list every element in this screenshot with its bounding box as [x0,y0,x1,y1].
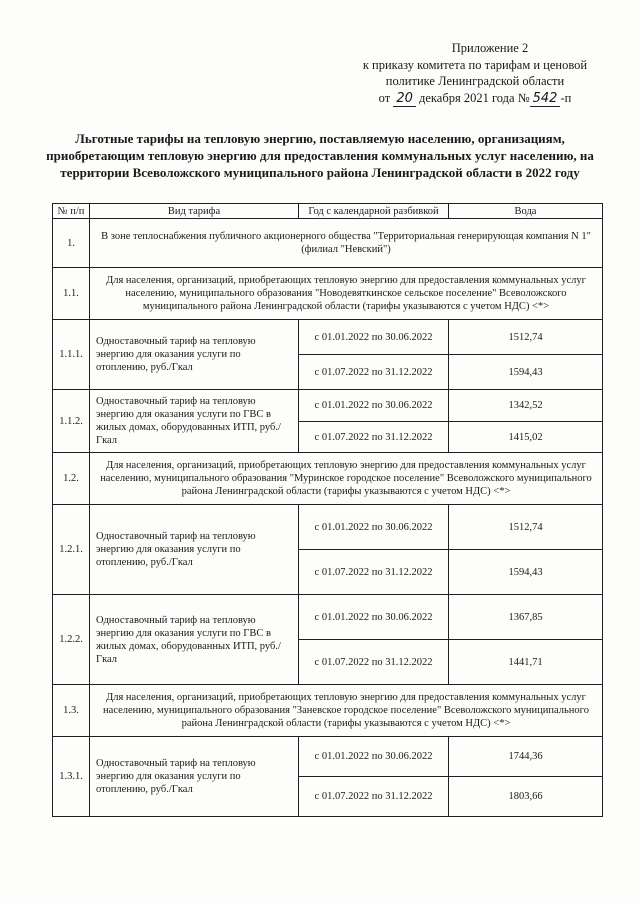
tariff-period: с 01.01.2022 по 30.06.2022 [299,320,449,355]
section-description: В зоне теплоснабжения публичного акционерного общества "Территориальная генерирующая компания N 1" (филиал "Невский") [90,219,603,268]
tariff-period: с 01.07.2022 по 31.12.2022 [299,355,449,390]
tariff-value: 1744,36 [449,737,603,777]
section-row [53,453,603,505]
tariff-value: 1415,02 [449,422,603,453]
order-number-handwritten: 542 [530,91,561,107]
row-number: 1.2.1. [53,505,90,595]
tariff-row [53,737,603,777]
row-number: 1.1. [53,268,90,320]
appendix-header [330,40,620,107]
date-day-handwritten: 20 [393,91,416,107]
order-suffix: -п [560,90,572,105]
section-row [53,268,603,320]
table-header-row [53,204,603,219]
tariff-description: Одноставочный тариф на тепловую энергию для оказания услуги по отоплению, руб./Гкал [90,505,299,595]
section-description: Для населения, организаций, приобретающих тепловую энергию для предоставления коммунальных услуг населению, муниципального образования "Новодевяткинское сельское поселение" Всеволожского муниципального района Ленинградской области (тарифы указываются с учетом НДС) <*> [90,268,603,320]
tariff-period: с 01.01.2022 по 30.06.2022 [299,737,449,777]
section-description: Для населения, организаций, приобретающих тепловую энергию для предоставления коммунальных услуг населению, муниципального образования "Муринское городское поселение" Всеволожского муниципального района Ленинградской области (тарифы указываются с учетом НДС) <*> [90,453,603,505]
tariff-period: с 01.01.2022 по 30.06.2022 [299,505,449,550]
tariff-description: Одноставочный тариф на тепловую энергию для оказания услуги по отоплению, руб./Гкал [90,320,299,390]
tariff-period: с 01.01.2022 по 30.06.2022 [299,595,449,640]
row-number: 1.1.2. [53,390,90,453]
tariff-description: Одноставочный тариф на тепловую энергию для оказания услуги по отоплению, руб./Гкал [90,737,299,817]
tariff-value: 1441,71 [449,640,603,685]
header-period: Год с календарной разбивкой [299,204,449,219]
appendix-committee-line: политике Ленинградской области [385,74,565,88]
tariff-value: 1594,43 [449,355,603,390]
date-rest: декабря 2021 года № [419,90,530,105]
tariff-period: с 01.01.2022 по 30.06.2022 [299,390,449,422]
section-row [53,219,603,268]
row-number: 1.2. [53,453,90,505]
tariff-value: 1594,43 [449,550,603,595]
header-tariff-type: Вид тарифа [90,204,299,219]
row-number: 1.2.2. [53,595,90,685]
tariff-row [53,505,603,550]
header-water: Вода [449,204,603,219]
tariff-period: с 01.07.2022 по 31.12.2022 [299,422,449,453]
section-description: Для населения, организаций, приобретающих тепловую энергию для предоставления коммунальных услуг населению, муниципального образования "Заневское городское поселение" Всеволожского муниципального района Ленинградской области (тарифы указываются с учетом НДС) <*> [90,685,603,737]
tariff-description: Одноставочный тариф на тепловую энергию для оказания услуги по ГВС в жилых домах, оборудованных ИТП, руб./Гкал [90,390,299,453]
tariff-period: с 01.07.2022 по 31.12.2022 [299,777,449,817]
appendix-title: Приложение 2 [451,41,529,55]
tariff-period: с 01.07.2022 по 31.12.2022 [299,640,449,685]
tariff-description: Одноставочный тариф на тепловую энергию для оказания услуги по ГВС в жилых домах, оборудованных ИТП, руб./Гкал [90,595,299,685]
tariff-row [53,390,603,422]
row-number: 1.3. [53,685,90,737]
header-num: № п/п [53,204,90,219]
section-row [53,685,603,737]
tariff-value: 1367,85 [449,595,603,640]
row-number: 1. [53,219,90,268]
appendix-date-line [330,90,620,108]
tariff-value: 1342,52 [449,390,603,422]
tariff-value: 1803,66 [449,777,603,817]
tariff-period: с 01.07.2022 по 31.12.2022 [299,550,449,595]
row-number: 1.3.1. [53,737,90,817]
appendix-order-line: к приказу комитета по тарифам и ценовой [362,57,588,72]
tariff-row [53,320,603,355]
row-number: 1.1.1. [53,320,90,390]
tariff-row [53,595,603,640]
tariff-table [52,203,603,817]
document-title: Льготные тарифы на тепловую энергию, поставляемую населению, организациям, приобретающим тепловую энергию для предоставления коммунальных услуг населению, на территории Всеволожского муниципального района Ленинградской области в 2022 году [46,131,594,180]
date-prefix: от [378,90,391,105]
tariff-value: 1512,74 [449,505,603,550]
tariff-value: 1512,74 [449,320,603,355]
